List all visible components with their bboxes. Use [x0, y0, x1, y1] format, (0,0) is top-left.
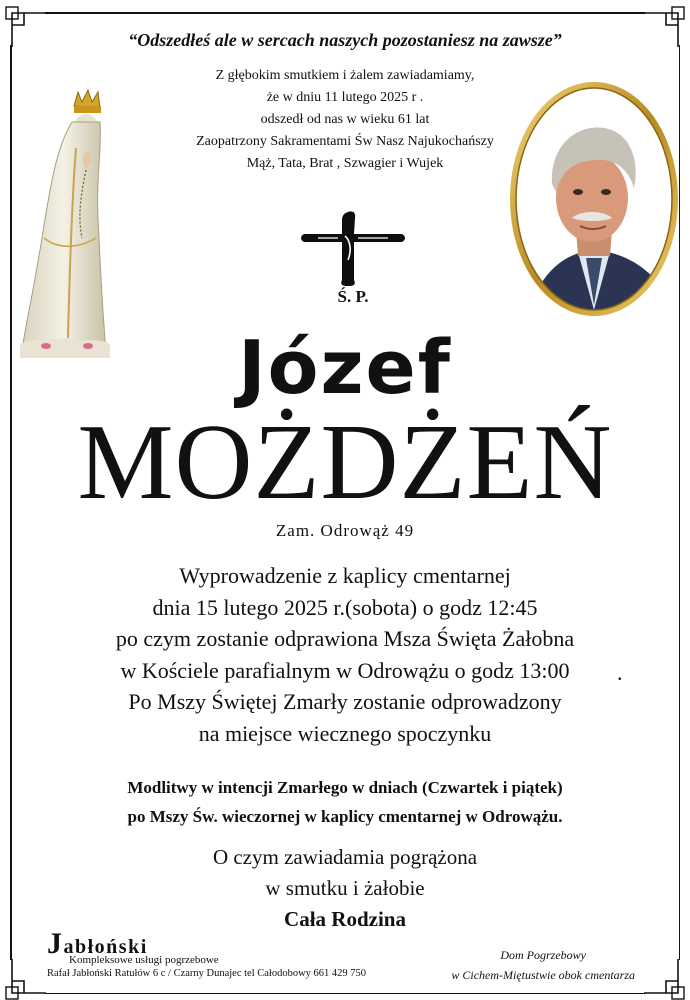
- funeral-home-info: [451, 945, 635, 985]
- cross-initials: Ś. P.: [337, 287, 369, 305]
- frame-top-line: [45, 12, 645, 14]
- funeral-home-line: w Cichem-Miętustwie obok cmentarza: [451, 968, 635, 982]
- deceased-address: Zam. Odrowąż 49: [275, 521, 415, 540]
- funeral-detail-line: na miejsce wiecznego spoczynku: [198, 720, 492, 746]
- frame-corner-bottom-left: [4, 954, 50, 1000]
- cross-icon: [298, 210, 408, 305]
- funeral-home-line: Dom Pogrzebowy: [500, 948, 587, 962]
- company-contact: Rafał Jabłoński Ratułów 6 c / Czarny Dunajec tel Całodobowy 661 429 750: [47, 968, 367, 979]
- prayer-line: po Mszy Św. wieczornej w kaplicy cmentarnej w Odrowążu.: [127, 807, 563, 826]
- intro-line: Zaopatrzony Sakramentami Św Nasz Najukochańszy: [196, 134, 494, 149]
- funeral-company-logo: [47, 927, 219, 966]
- announcement-intro: [120, 65, 570, 175]
- funeral-detail-line: Wyprowadzenie z kaplicy cmentarnej: [179, 563, 511, 588]
- frame-bottom-line: [45, 993, 645, 995]
- deceased-first-name: Józef: [238, 325, 452, 411]
- funeral-detail-line: dnia 15 lutego 2025 r.(sobota) o godz 12:45: [152, 594, 538, 620]
- funeral-detail-line: w Kościele parafialnym w Odrowążu o godz 13:00: [120, 657, 570, 683]
- closing-text: [0, 842, 690, 904]
- closing-line: O czym zawiadamia pogrążona: [212, 845, 478, 869]
- intro-line: Z głębokim smutkiem i żalem zawiadamiamy,: [215, 68, 475, 83]
- prayer-info: [0, 773, 690, 831]
- deceased-portrait-photo: [508, 80, 680, 318]
- deceased-last-name: MOŻDŻEŃ: [77, 403, 613, 522]
- closing-line: w smutku i żałobie: [265, 876, 425, 900]
- madonna-statue-image: [16, 88, 112, 358]
- prayer-line: Modlitwy w intencji Zmarłego w dniach (Czwartek i piątek): [127, 778, 563, 797]
- funeral-detail-line: Po Mszy Świętej Zmarły zostanie odprowadzony: [128, 689, 562, 714]
- frame-corner-bottom-right: [640, 954, 686, 1000]
- trailing-dot: .: [617, 660, 623, 685]
- memorial-quote: “Odszedłeś ale w sercach naszych pozostaniesz na zawsze”: [128, 30, 562, 50]
- funeral-detail-line: po czym zostanie odprawiona Msza Święta Żałobna: [115, 626, 575, 651]
- intro-line: że w dniu 11 lutego 2025 r .: [266, 90, 424, 105]
- company-initial: J: [47, 927, 64, 960]
- intro-line: odszedł od nas w wieku 61 lat: [260, 112, 430, 127]
- family-signature: Cała Rodzina: [284, 907, 406, 931]
- company-name-rest: abłoński: [63, 936, 148, 958]
- intro-line: Mąż, Tata, Brat , Szwagier i Wujek: [246, 156, 444, 171]
- funeral-details: [0, 560, 690, 749]
- company-subtitle: Kompleksowe usługi pogrzebowe: [69, 954, 219, 966]
